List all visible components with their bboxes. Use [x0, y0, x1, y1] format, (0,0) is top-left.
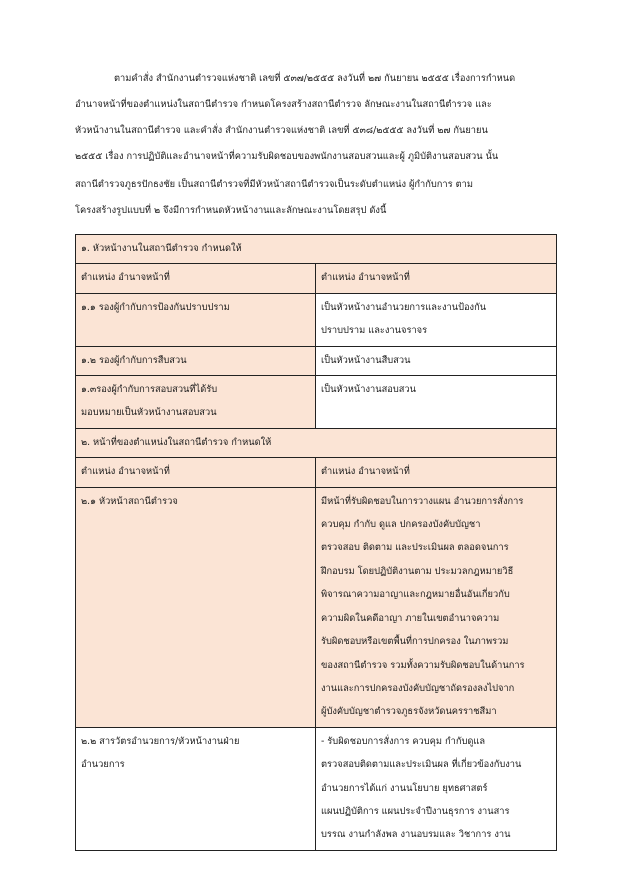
table-row [76, 346, 557, 375]
duties-table [75, 234, 557, 851]
position-cell [76, 727, 316, 850]
cell-line: อำนวยการได้แก่ งานนโยบาย ยุทธศาสตร์ [321, 782, 488, 794]
duty-cell [316, 727, 557, 850]
cell-line: รับผิดชอบหรือเขตพื้นที่การปกครอง ในภาพรวม [321, 636, 509, 648]
cell-line: ๑.๒ รองผู้กำกับการสืบสวน [81, 354, 187, 366]
cell-line: ๒.๑ หัวหน้าสถานีตำรวจ [81, 495, 178, 507]
position-cell [76, 376, 316, 429]
cell-line: - รับผิดชอบการสั่งการ ควบคุม กำกับดูแล [321, 735, 486, 747]
cell-line: ๑.๑ รองผู้กำกับการป้องกันปราบปราม [81, 301, 230, 313]
position-cell [76, 487, 316, 727]
cell-line: ปราบปราม และงานจราจร [321, 325, 428, 337]
duty-cell [316, 487, 557, 727]
header-cell-left: ตำแหน่ง อำนาจหน้าที่ [76, 458, 316, 487]
section-title-row [76, 428, 557, 457]
cell-line: ฝึกอบรม โดยปฏิบัติงานตาม ประมวลกฎหมายวิธี [321, 565, 514, 577]
position-cell [76, 293, 316, 346]
cell-line: เป็นหัวหน้างานสืบสวน [321, 354, 411, 366]
table-row [76, 727, 557, 850]
cell-line: ๑.๓รองผู้กำกับการสอบสวนที่ได้รับ [81, 384, 218, 396]
cell-line: เป็นหัวหน้างานอำนวยการและงานป้องกัน [321, 301, 487, 313]
cell-line: แผนปฏิบัติการ แผนประจำปีงานธุรการ งานสาร [321, 805, 510, 817]
cell-line: ควบคุม กำกับ ดูแล ปกครองบังคับบัญชา [321, 519, 481, 531]
section-title-row [76, 235, 557, 264]
summary-paragraph [75, 172, 557, 224]
table-row [76, 376, 557, 429]
cell-line: ของสถานีตำรวจ รวมทั้งความรับผิดชอบในด้านการ [321, 659, 525, 671]
header-cell-left: ตำแหน่ง อำนาจหน้าที่ [76, 264, 316, 293]
table-header-row [76, 458, 557, 487]
intro-line: อำนาจหน้าที่ของตำแหน่งในสถานีตำรวจ กำหนดโครงสร้างสถานีตำรวจ ลักษณะงานในสถานีตำรวจ และ [75, 99, 492, 110]
cell-line: อำนวยการ [81, 759, 125, 771]
header-cell-right: ตำแหน่ง อำนาจหน้าที่ [316, 458, 557, 487]
position-cell [76, 346, 316, 375]
cell-line: ๒.๒ สารวัตรอำนวยการ/หัวหน้างานฝ่าย [81, 735, 240, 747]
cell-line: เป็นหัวหน้างานสอบสวน [321, 384, 417, 396]
duty-cell [316, 346, 557, 375]
cell-line: ตรวจสอบ ติดตาม และประเมินผล ตลอดจนการ [321, 542, 509, 554]
table-header-row [76, 264, 557, 293]
header-cell-right: ตำแหน่ง อำนาจหน้าที่ [316, 264, 557, 293]
table-row [76, 487, 557, 727]
cell-line: ตรวจสอบติดตามและประเมินผล ที่เกี่ยวข้องกับงาน [321, 759, 522, 771]
cell-line: มีหน้าที่รับผิดชอบในการวางแผน อำนวยการสั่งการ [321, 495, 524, 507]
cell-line: ผู้บังคับบัญชาตำรวจภูธรจังหวัดนครราชสีมา [321, 706, 497, 718]
cell-line: ความผิดในคดีอาญา ภายในเขตอำนาจความ [321, 612, 500, 624]
intro-paragraph [75, 66, 557, 170]
cell-line: พิจารณาความอาญาและกฎหมายอื่นอันเกี่ยวกับ [321, 589, 510, 601]
table-row [76, 293, 557, 346]
summary-line: โครงสร้างรูปแบบที่ ๒ จึงมีการกำหนดหัวหน้างานและลักษณะงานโดยสรุป ดังนี้ [75, 205, 387, 216]
cell-line: มอบหมายเป็นหัวหน้างานสอบสวน [81, 407, 217, 419]
duty-cell [316, 376, 557, 429]
section-1-title: ๑. หัวหน้างานในสถานีตำรวจ กำหนดให้ [76, 235, 557, 264]
duty-cell [316, 293, 557, 346]
cell-line: งานและการปกครองบังคับบัญชาถัดรองลงไปจาก [321, 682, 515, 694]
summary-line: สถานีตำรวจภูธรปักธงชัย เป็นสถานีตำรวจที่มีหัวหน้าสถานีตำรวจเป็นระดับตำแหน่ง ผู้กำกับการ ตาม [75, 179, 473, 190]
intro-line: ตามคำสั่ง สำนักงานตำรวจแห่งชาติ เลขที่ ๕๓๗/๒๕๕๕ ลงวันที่ ๒๗ กันยายน ๒๕๕๕ เรื่องการกำหนด [114, 73, 516, 84]
intro-line: ๒๕๕๕ เรื่อง การปฏิบัติและอำนาจหน้าที่ความรับผิดชอบของพนักงานสอบสวนและผู้ ภูมิบัติงานสอบสวน นั้น [75, 151, 499, 162]
cell-line: บรรณ งานกำลังพล งานอบรมและ วิชาการ งาน [321, 829, 511, 841]
intro-line: หัวหน้างานในสถานีตำรวจ และคำสั่ง สำนักงานตำรวจแห่งชาติ เลขที่ ๕๓๘/๒๕๕๕ ลงวันที่ ๒๗ กันยายน [75, 125, 488, 136]
section-2-title: ๒. หน้าที่ของตำแหน่งในสถานีตำรวจ กำหนดให้ [76, 428, 557, 457]
